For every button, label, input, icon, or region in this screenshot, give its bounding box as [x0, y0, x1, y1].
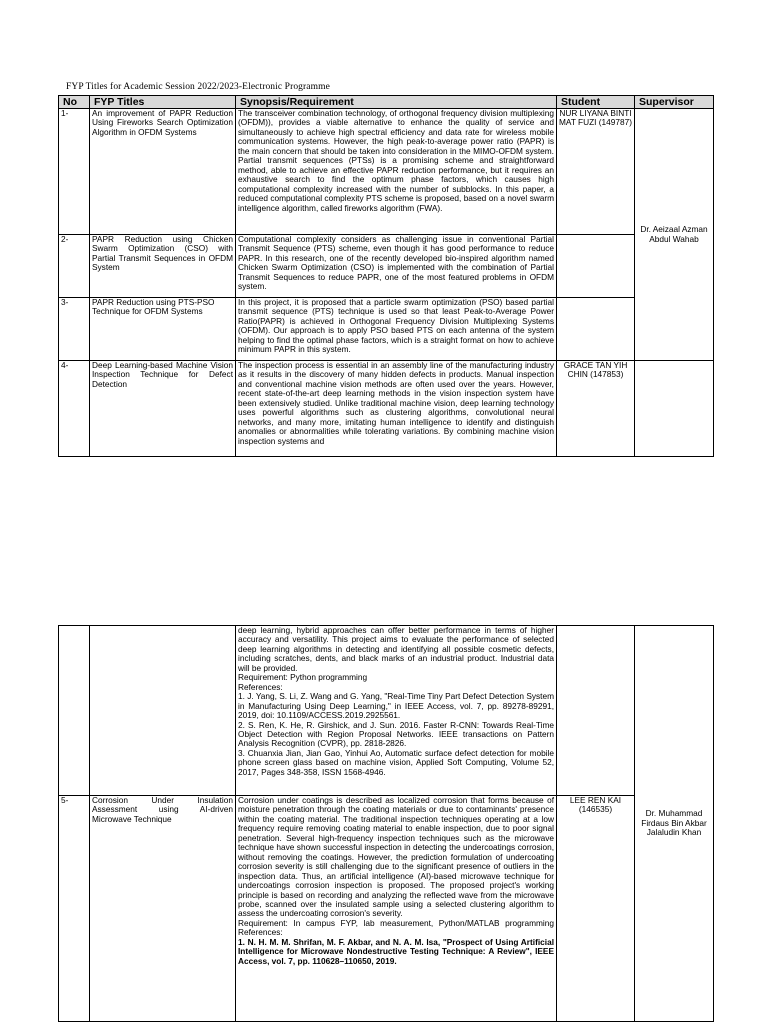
student-name: NUR LIYANA BINTI MAT FUZI (149787) — [557, 109, 635, 235]
row-number: 4- — [59, 361, 90, 457]
reference-item: 1. J. Yang, S. Li, Z. Wang and G. Yang, "Real-Time Tiny Part Defect Detection System in Manufacturing Using Deep Learning," in IEEE Access, vol. 7, pp. 89278-89291, 2019, doi: 10.1109/ACCESS.2019.2925561. — [238, 691, 554, 721]
header-student: Student — [557, 96, 635, 109]
reference-item: 1. N. H. M. M. Shrifan, M. F. Akbar, and N. A. M. Isa, "Prospect of Using Artificial Intelligence for Microwave Nondestructive Testing Technique: A Review", IEEE Access, vol. 7, pp. 110628–110650, 2019. — [238, 936, 554, 966]
requirement-line: Requirement: Python programming — [238, 672, 368, 683]
row-number: 3- — [59, 298, 90, 361]
table-row — [59, 235, 714, 298]
references-heading: References: — [238, 681, 283, 692]
student-name: GRACE TAN YIH CHIN (147853) — [557, 361, 635, 457]
header-supervisor: Supervisor — [635, 96, 714, 109]
header-no: No — [59, 96, 90, 109]
supervisor-name: Dr. Aeizaal Azman Abdul Wahab — [635, 109, 714, 361]
fyp-title: PAPR Reduction using PTS-PSO Technique for OFDM Systems — [90, 298, 236, 361]
student-name — [557, 626, 635, 796]
row-number: 2- — [59, 235, 90, 298]
synopsis: The inspection process is essential in an assembly line of the manufacturing industry as it results in the discovery of many hidden defects in products. Manual inspection and conventional machine vision methods are often used over the years. However, recent state-of-the-art deep learning methods in the vision inspection system have been extensively studied. Unlike traditional machine vision, deep learning technology uses powerful algorithms such as clustering algorithms, convolutional neural networks, and many more, imitating human intelligence to identify and distinguish anomalies or abnormalities while tolerating variations. By combining machine vision inspection systems and — [236, 361, 557, 457]
student-name: LEE REN KAI (146535) — [557, 796, 635, 1022]
fyp-title: An improvement of PAPR Reduction Using Fireworks Search Optimization Algorithm in OFDM Systems — [90, 109, 236, 235]
fyp-title: Deep Learning-based Machine Vision Inspection Technique for Defect Detection — [90, 361, 236, 457]
reference-item: 3. Chuanxia Jian, Jian Gao, Yinhui Ao, Automatic surface defect detection for mobile phone screen glass based on machine vision, Applied Soft Computing, Volume 52, 2017, Pages 348-358, ISSN 1568-4946. — [238, 747, 554, 777]
supervisor-name: Dr. Muhammad Firdaus Bin Akbar Jalaludin Khan — [635, 626, 714, 1022]
table-row — [59, 626, 714, 796]
table-row — [59, 298, 714, 361]
synopsis: The transceiver combination technology, of orthogonal frequency division multiplexing (OFDM)), provides a viable alternative to enhance the quality of service and simultaneously to achieve high spectral efficiency and data rate for wireless mobile communication systems. However, the high peak-to-average power ratio (PAPR) is the main concern that should be taken into consideration in the MIMO-OFDM system. Partial transmit sequences (PTSs) is a promising scheme and straightforward method, able to achieve an effective PAPR reduction performance, but it requires an exhaustive search to find the optimum phase factors, which causes high computational complexity increased with the number of subblocks. In this paper, a reduced computational complexity PTS scheme is proposed, based on a novel swarm intelligence algorithm, called fireworks algorithm (FWA). — [236, 109, 557, 235]
reference-item: 2. S. Ren, K. He, R. Girshick, and J. Sun. 2016. Faster R-CNN: Towards Real-Time Object Detection with Region Proposal Networks. IEEE transactions on Pattern Analysis Recognition (CVPR), pp. 2818-2826. — [238, 719, 554, 749]
fyp-title: PAPR Reduction using Chicken Swarm Optimization (CSO) with Partial Transmit Sequences in OFDM System — [90, 235, 236, 298]
table-header-row — [59, 96, 714, 109]
student-name — [557, 298, 635, 361]
supervisor-name-empty — [635, 361, 714, 457]
document-title: FYP Titles for Academic Session 2022/2023-Electronic Programme — [66, 82, 330, 92]
synopsis: Computational complexity considers as challenging issue in conventional Partial Transmit Sequence (PTS) scheme, even though it has good performance to reduce PAPR. In this research, one of the recently developed bio-inspired algorithm named Chicken Swarm Optimization (CSO) is implemented with the combination of Partial Transmit Sequences to reduce PAPR, one of the most featured problems in OFDM system. — [236, 235, 557, 298]
row-number: 5- — [59, 796, 90, 1022]
requirement-line: Requirement: In campus FYP, lab measurement, Python/MATLAB programming References: — [238, 917, 554, 938]
fyp-title — [90, 626, 236, 796]
synopsis-continued — [236, 626, 557, 796]
synopsis: In this project, it is proposed that a particle swarm optimization (PSO) based partial transmit sequence (PTS) technique is used so that least Peak-to-Average Power Ratio(PAPR) is achieved in Orthogonal Frequency Division Multiplexing Systems (OFDM). Our approach is to apply PSO based PTS on each antenna of the system helping to find the optimal phase factors, which is a straight format on how to achieve minimum PAPR in this system. — [236, 298, 557, 361]
fyp-table-page-1 — [58, 95, 714, 457]
row-number: 1- — [59, 109, 90, 235]
fyp-table-page-2 — [58, 625, 714, 1022]
synopsis-paragraph: Corrosion under coatings is described as localized corrosion that forms because of moisture penetration through the coating materials or due to contaminants' presence within the coating material. The traditional inspection techniques operating at a low frequency require removing coating material to enable inspection, due to poor signal penetration. Several high-frequency inspection techniques such as the microwave technique have shown successful inspection in detecting the undercoatings corrosion, without removing the coatings. However, the prediction formulation of undercoating corrosion severity is still challenging due to the significant presence of outliers in the inspection data. Thus, an artificial intelligence (AI)-based microwave technique for undercoatings corrosion inspection is proposed. The proposed project's working principle is based on recording and analyzing the reflected wave from the microwave probe, scanned over the insulated sample using a selected clustering algorithm to assess the undercoating corrosion's severity. — [238, 795, 554, 919]
table-row — [59, 361, 714, 457]
synopsis — [236, 796, 557, 1022]
student-name — [557, 235, 635, 298]
fyp-title: Corrosion Under Insulation Assessment using AI-driven Microwave Technique — [90, 796, 236, 1022]
synopsis-paragraph: deep learning, hybrid approaches can offer better performance in terms of higher accuracy and versatility. This project aims to evaluate the performance of selected deep learning algorithms in detecting and identifying all possible cosmetic defects, including scratches, dents, and black marks of an industrial product. Industrial data will be provided. — [238, 625, 554, 673]
table-row — [59, 796, 714, 1022]
row-number — [59, 626, 90, 796]
header-fyp-titles: FYP Titles — [90, 96, 236, 109]
table-row — [59, 109, 714, 235]
header-synopsis: Synopsis/Requirement — [236, 96, 557, 109]
